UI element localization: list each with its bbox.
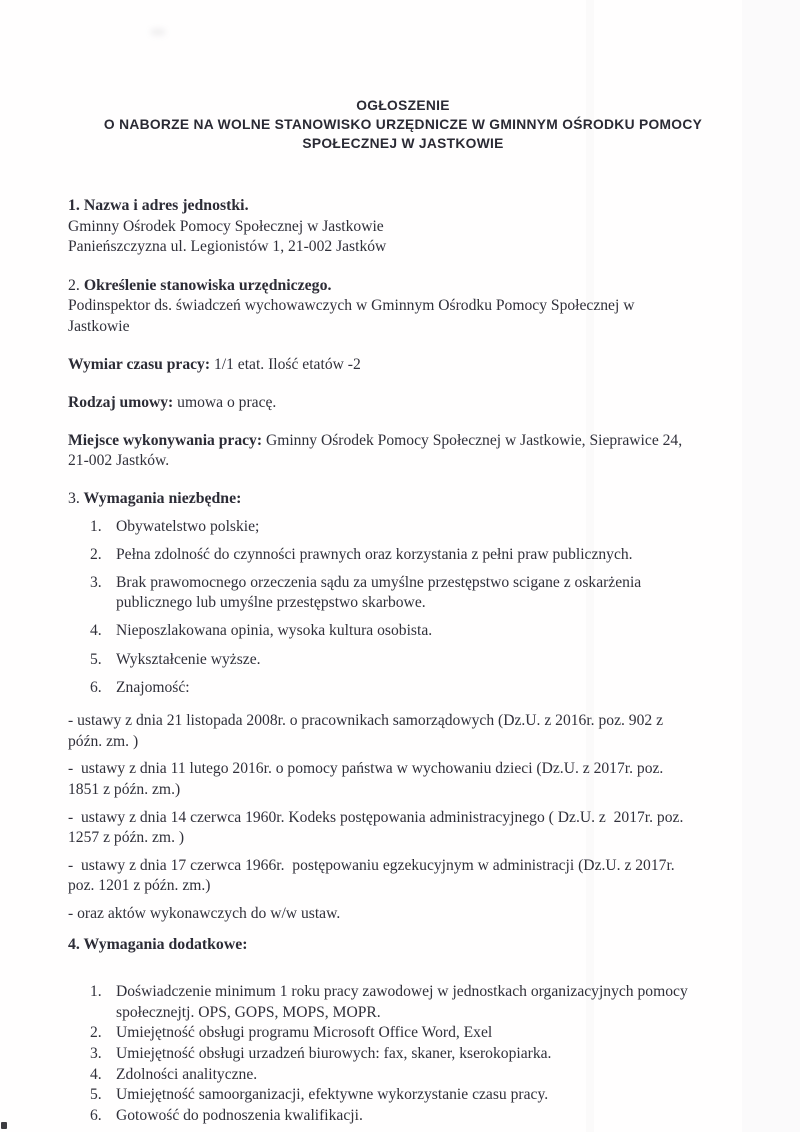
section-1-heading-text: Nazwa i adres jednostki.: [83, 197, 249, 214]
requirement-text: Pełna zdolność do czynności prawnych oraz korzystania z pełni praw publicznych.: [116, 545, 633, 563]
scan-artifact-smudge: [150, 28, 166, 36]
law-text-line-1: - ustawy z dnia 21 listopada 2008r. o pracownikach samorządowych (Dz.U. z 2016r. poz. 902 z: [68, 712, 663, 730]
section-3-number: 3.: [68, 489, 80, 507]
law-text-line-1: - ustawy z dnia 17 czerwca 1966r. postępowaniu egzekucyjnym w administracji (Dz.U. z 2017r.: [68, 856, 675, 874]
additional-requirement-item: [90, 1065, 738, 1086]
requirement-item: [90, 650, 738, 671]
requirement-text: Wykształcenie wyższe.: [116, 650, 261, 668]
requirement-item: [90, 517, 738, 538]
work-place-value-line-2: 21-002 Jastków.: [68, 452, 170, 470]
org-name: [68, 217, 738, 258]
requirement-item: [90, 621, 738, 642]
laws-list: [68, 711, 738, 924]
additional-requirement-item: [90, 982, 738, 1023]
law-text-line-2: poz. 1201 z późn. zm.): [68, 877, 211, 895]
additional-requirement-text-line-2: społecznejtj. OPS, GOPS, MOPS, MOPR.: [116, 1003, 381, 1021]
section-2-heading-text: Określenie stanowiska urzędniczego.: [83, 276, 332, 294]
law-text-line-1: - ustawy z dnia 14 czerwca 1960r. Kodeks postępowania administracyjnego ( Dz.U. z 2017r. poz.: [68, 808, 684, 826]
section-4-heading-text: Wymagania dodatkowe:: [83, 935, 248, 953]
requirement-text: Obywatelstwo polskie;: [116, 517, 260, 535]
requirement-item: [90, 545, 738, 566]
org-name-line: Gminny Ośrodek Pomocy Społecznej w Jastkowie: [68, 217, 384, 235]
work-time-detail: [68, 355, 738, 376]
additional-requirement-text: Umiejętność obsługi programu Microsoft Office Word, Exel: [116, 1024, 493, 1042]
section-4-number: 4.: [68, 935, 80, 953]
additional-requirement-text: Zdolności analityczne.: [116, 1065, 258, 1083]
law-item: [68, 808, 738, 849]
work-place-value: Gminny Ośrodek Pomocy Społecznej w Jastkowie, Sieprawice 24,: [265, 431, 683, 449]
contract-type-detail: [68, 393, 738, 414]
requirement-item: [90, 678, 738, 699]
contract-type-label: Rodzaj umowy:: [68, 394, 174, 412]
law-item: [68, 904, 738, 925]
requirement-text: Nieposzlakowana opinia, wysoka kultura osobista.: [116, 622, 433, 640]
requirement-text-line-2: publicznego lub umyślne przestępstwo skarbowe.: [116, 594, 426, 612]
additional-requirement-text: Gotowość do podnoszenia kwalifikacji.: [116, 1106, 363, 1124]
title-line-3: SPOŁECZNEJ W JASTKOWIE: [302, 136, 504, 151]
work-place-detail: [68, 431, 738, 472]
work-time-value: 1/1 etat. Ilość etatów -2: [213, 355, 361, 373]
additional-requirement-text: Umiejętność obsługi urzadzeń biurowych: fax, skaner, kserokopiarka.: [116, 1044, 552, 1062]
law-text-line-1: - oraz aktów wykonawczych do w/w ustaw.: [68, 904, 341, 922]
law-text-line-2: 1851 z późn. zm.): [68, 780, 181, 798]
law-item: [68, 711, 738, 752]
section-2-heading: [68, 276, 738, 297]
work-place-label: Miejsce wykonywania pracy:: [68, 431, 263, 449]
additional-requirement-item: [90, 1106, 738, 1127]
contract-type-value: umowa o pracę.: [177, 394, 277, 412]
requirement-text: Znajomość:: [116, 678, 190, 696]
additional-requirement-text: Umiejętność samoorganizacji, efektywne wykorzystanie czasu pracy.: [116, 1086, 549, 1104]
title-line-1: OGŁOSZENIE: [356, 98, 450, 113]
requirement-item: [90, 573, 738, 614]
position-line-1: Podinspektor ds. świadczeń wychowawczych w Gminnym Ośrodku Pomocy Społecznej w: [68, 297, 635, 315]
law-text-line-1: - ustawy z dnia 11 lutego 2016r. o pomocy państwa w wychowaniu dzieci (Dz.U. z 2017r. poz.: [68, 760, 664, 778]
section-1-heading: [68, 196, 738, 217]
section-1-number: 1.: [68, 197, 80, 214]
position-description: [68, 296, 738, 337]
org-address-line: Panieńszczyzna ul. Legionistów 1, 21-002 Jastków: [68, 238, 387, 256]
section-4-heading: [68, 935, 738, 956]
section-3-heading-text: Wymagania niezbędne:: [83, 489, 242, 507]
scan-artifact-corner-mark: [1, 1122, 7, 1129]
law-item: [68, 759, 738, 800]
additional-requirement-item: [90, 1044, 738, 1065]
section-3-heading: [68, 489, 738, 510]
additional-requirement-text: Doświadczenie minimum 1 roku pracy zawodowej w jednostkach organizacyjnych pomocy: [116, 983, 688, 1001]
law-text-line-2: późn. zm. ): [68, 732, 139, 750]
law-text-line-2: 1257 z późn. zm. ): [68, 829, 185, 847]
additional-requirements-list: [68, 982, 738, 1126]
title-line-2: O NABORZE NA WOLNE STANOWISKO URZĘDNICZE W GMINNYM OŚRODKU POMOCY: [103, 117, 703, 132]
section-2-number: 2.: [68, 276, 80, 294]
essential-requirements-list: [68, 517, 738, 699]
law-item: [68, 856, 738, 897]
position-line-2: Jastkowie: [68, 317, 130, 335]
work-time-label: Wymiar czasu pracy:: [68, 355, 211, 373]
requirement-text: Brak prawomocnego orzeczenia sądu za umyślne przestępstwo scigane z oskarżenia: [116, 573, 642, 591]
additional-requirement-item: [90, 1023, 738, 1044]
additional-requirement-item: [90, 1085, 738, 1106]
document-title: [68, 96, 738, 153]
